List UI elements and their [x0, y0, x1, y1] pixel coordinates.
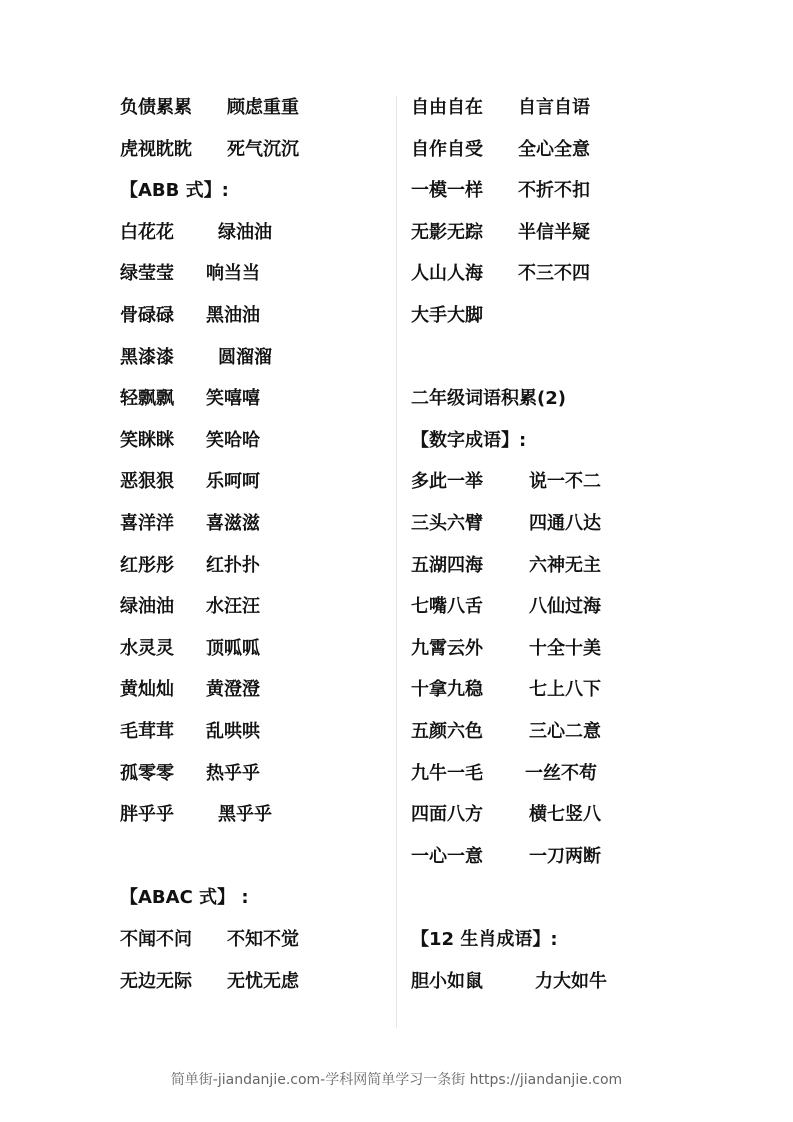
- word-second: 不折不扣: [518, 180, 590, 202]
- word-second: 一丝不苟: [525, 762, 597, 784]
- word-first: 绿莹莹: [120, 263, 174, 285]
- word-second: 横七竖八: [529, 804, 601, 826]
- word-first: 毛茸茸: [120, 721, 174, 742]
- word-first: 九牛一毛: [411, 762, 483, 784]
- word-first: 不闻不问: [120, 929, 192, 950]
- word-first: 五颜六色: [411, 721, 483, 742]
- word-second: 顶呱呱: [206, 637, 260, 659]
- word-second: 无忧无虑: [227, 970, 299, 992]
- word-first: 轻飘飘: [120, 388, 174, 410]
- word-second: 不三不四: [518, 263, 590, 285]
- word-first: 四面八方: [411, 804, 483, 826]
- word-first: 孤零零: [120, 762, 174, 784]
- word-second: 说一不二: [529, 471, 601, 493]
- word-second: 乱哄哄: [206, 721, 260, 742]
- word-second: 圆溜溜: [218, 346, 272, 368]
- word-first: 胖乎乎: [120, 804, 174, 826]
- word-second: 死气沉沉: [227, 138, 299, 160]
- word-first: 黄灿灿: [120, 679, 174, 701]
- word-second: 笑嘻嘻: [206, 388, 260, 410]
- word-first: 胆小如鼠: [411, 970, 483, 992]
- word-second: 笑哈哈: [206, 429, 260, 451]
- word-first: 人山人海: [411, 263, 483, 285]
- word-first: 十拿九稳: [411, 679, 483, 701]
- word-first: 绿油油: [120, 596, 174, 618]
- word-first: 五湖四海: [411, 554, 483, 576]
- word-first: 自由自在: [411, 97, 483, 118]
- word-first: 一模一样: [411, 180, 483, 202]
- word-second: 全心全意: [518, 138, 590, 160]
- word-second: 自言自语: [518, 97, 590, 118]
- word-second: 黑乎乎: [218, 804, 272, 826]
- word-second: 黄澄澄: [206, 679, 260, 701]
- word-second: 三心二意: [529, 721, 601, 742]
- section-heading: 【ABB 式】:: [120, 180, 229, 202]
- word-first: 红彤彤: [120, 554, 174, 576]
- word-second: 不知不觉: [227, 929, 299, 950]
- page-footer: 简单街-jiandanjie.com-学科网简单学习一条街 https://jiandanjie.com: [170, 1072, 623, 1088]
- word-first: 水灵灵: [120, 637, 174, 659]
- word-first: 无边无际: [120, 970, 192, 992]
- word-first: 自作自受: [411, 138, 483, 160]
- word-first: 虎视眈眈: [120, 138, 192, 160]
- word-first: 负债累累: [120, 97, 192, 118]
- word-second: 六神无主: [529, 554, 601, 576]
- word-second: 乐呵呵: [206, 471, 260, 493]
- word-first: 一心一意: [411, 845, 483, 867]
- word-first: 九霄云外: [411, 637, 483, 659]
- word-first: 喜洋洋: [120, 513, 174, 534]
- word-second: 七上八下: [529, 679, 601, 701]
- word-first: 笑眯眯: [120, 429, 174, 451]
- word-first: 七嘴八舌: [411, 596, 483, 618]
- section-heading: 【ABAC 式】 :: [120, 887, 249, 909]
- section-heading: 【数字成语】:: [411, 429, 527, 451]
- section-heading: 【12 生肖成语】:: [411, 929, 558, 950]
- word-second: 红扑扑: [206, 554, 260, 576]
- column-divider: [396, 96, 397, 1028]
- word-second: 响当当: [206, 263, 260, 285]
- word-second: 四通八达: [529, 513, 601, 534]
- word-first: 多此一举: [411, 471, 483, 493]
- word-first: 大手大脚: [411, 305, 483, 326]
- word-first: 白花花: [120, 221, 174, 243]
- word-second: 十全十美: [529, 637, 601, 659]
- word-second: 半信半疑: [518, 221, 590, 243]
- word-second: 水汪汪: [206, 596, 260, 618]
- word-first: 恶狠狠: [120, 471, 174, 493]
- section-heading: 二年级词语积累(2): [411, 388, 566, 410]
- word-second: 一刀两断: [529, 845, 601, 867]
- word-second: 热乎乎: [206, 762, 260, 784]
- word-second: 喜滋滋: [206, 513, 260, 534]
- word-second: 绿油油: [218, 221, 272, 243]
- word-first: 无影无踪: [411, 221, 483, 243]
- word-second: 力大如牛: [535, 970, 607, 992]
- word-first: 骨碌碌: [120, 305, 174, 326]
- word-second: 八仙过海: [529, 596, 601, 618]
- word-first: 黑漆漆: [120, 346, 174, 368]
- word-second: 顾虑重重: [227, 97, 299, 118]
- word-first: 三头六臂: [411, 513, 483, 534]
- word-second: 黑油油: [206, 305, 260, 326]
